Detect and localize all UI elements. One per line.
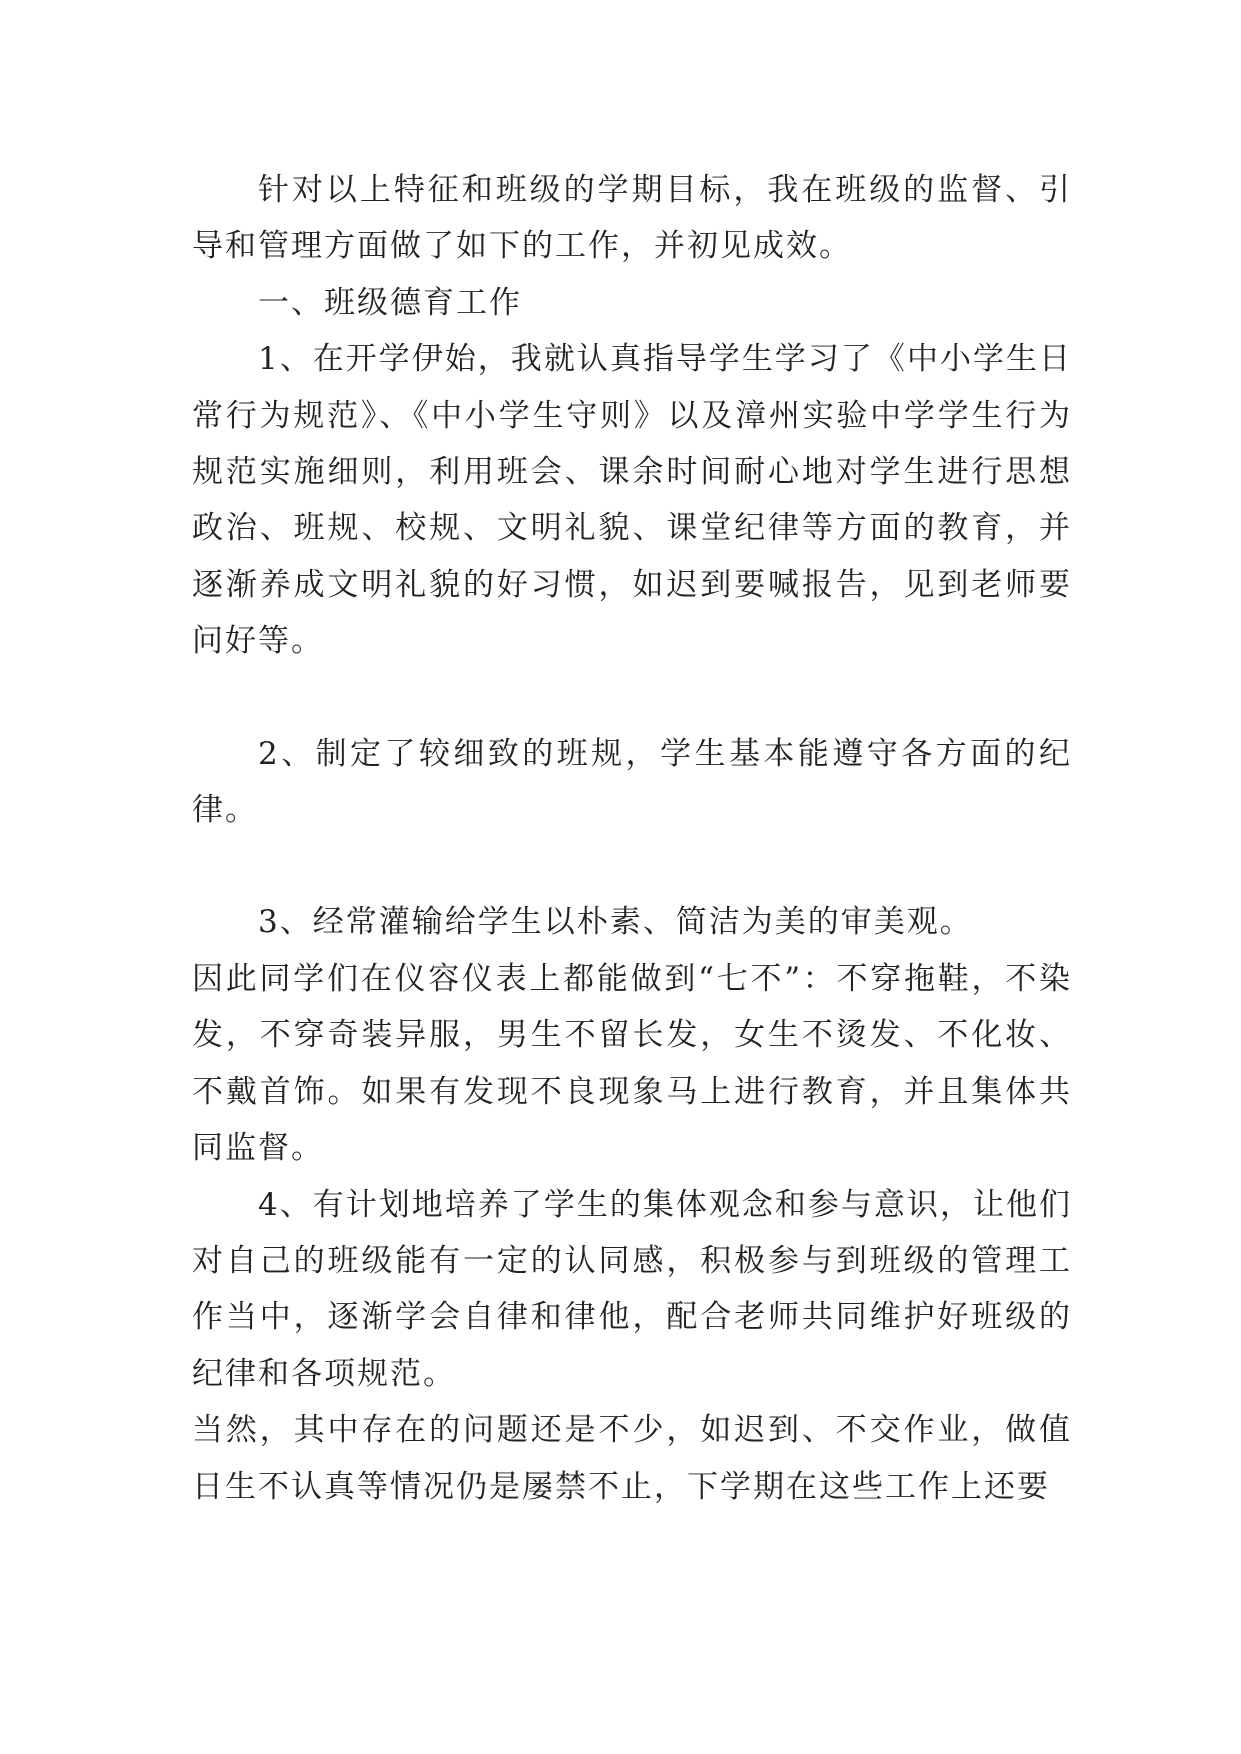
section-heading-moral-education: 一、班级德育工作 bbox=[258, 284, 522, 321]
problems-paragraph: 当然，其中存在的问题还是不少，如迟到、不交作业，做值日生不认真等情况仍是屡禁不止，下学期在这些工作上还要 bbox=[192, 1412, 1072, 1505]
intro-paragraph: 针对以上特征和班级的学期目标，我在班级的监督、引导和管理方面做了如下的工作，并初见成效。 bbox=[192, 172, 1072, 265]
item-3-paragraph: 3、经常灌输给学生以朴素、简洁为美的审美观。 bbox=[258, 904, 973, 941]
item-2-paragraph: 2、制定了较细致的班规，学生基本能遵守各方面的纪律。 bbox=[192, 735, 1072, 829]
item-3-continuation-paragraph: 因此同学们在仪容仪表上都能做到“七不”：不穿拖鞋，不染发，不穿奇装异服，男生不留长发，女生不烫发、不化妆、不戴首饰。如果有发现不良现象马上进行教育，并且集体共同监督。 bbox=[192, 960, 1072, 1167]
item-1-paragraph: 1、在开学伊始，我就认真指导学生学习了《中小学生日常行为规范》、《中小学生守则》以及漳州实验中学学生行为规范实施细则，利用班会、课余时间耐心地对学生进行思想政治、班规、校规、文明礼貌、课堂纪律等方面的教育，并逐渐养成文明礼貌的好习惯，如迟到要喊报告，见到老师要问好等。 bbox=[192, 341, 1072, 660]
document-body bbox=[192, 162, 1072, 1515]
item-4-paragraph: 4、有计划地培养了学生的集体观念和参与意识，让他们对自己的班级能有一定的认同感，积极参与到班级的管理工作当中，逐渐学会自律和律他，配合老师共同维护好班级的纪律和各项规范。 bbox=[192, 1186, 1072, 1392]
